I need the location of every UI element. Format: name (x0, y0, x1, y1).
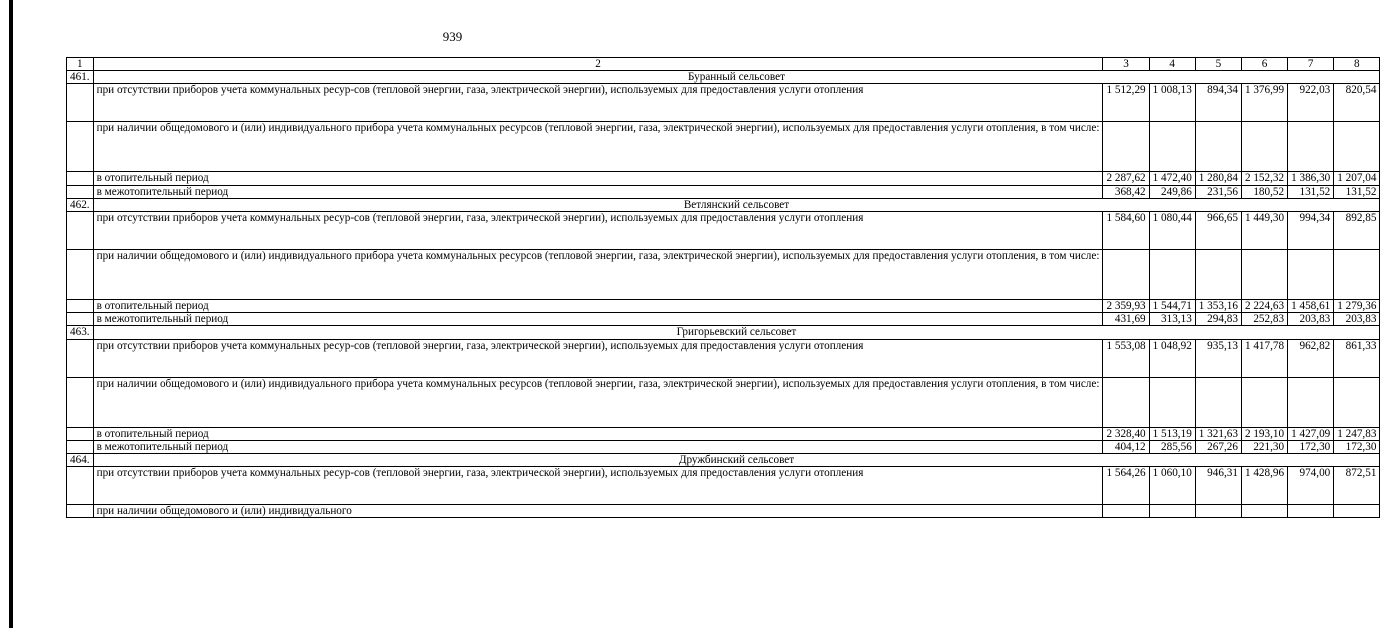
section-row (67, 71, 1380, 84)
value-cell: 935,13 (1195, 339, 1241, 377)
row-number-cell (67, 427, 94, 440)
section-number: 463. (67, 326, 94, 339)
value-cell: 1 544,71 (1149, 300, 1195, 313)
value-cell (1334, 250, 1380, 300)
column-header: 3 (1103, 58, 1149, 71)
value-cell: 221,30 (1241, 440, 1287, 453)
value-cell: 368,42 (1103, 185, 1149, 198)
value-cell (1195, 377, 1241, 427)
value-cell (1103, 250, 1149, 300)
value-cell (1195, 250, 1241, 300)
value-cell: 1 513,19 (1149, 427, 1195, 440)
value-cell: 431,69 (1103, 313, 1149, 326)
row-description: в отопительный период (93, 427, 1103, 440)
value-cell (1334, 122, 1380, 172)
value-cell: 1 427,09 (1288, 427, 1334, 440)
section-title: Буранный сельсовет (93, 71, 1380, 84)
value-cell (1288, 250, 1334, 300)
section-number: 464. (67, 454, 94, 467)
row-description: при наличии общедомового и (или) индивидуального (93, 505, 1103, 518)
value-cell: 1 472,40 (1149, 172, 1195, 185)
row-number-cell (67, 467, 94, 505)
column-header: 6 (1241, 58, 1287, 71)
value-cell (1103, 505, 1149, 518)
row-description: в межотопительный период (93, 313, 1103, 326)
value-cell (1288, 377, 1334, 427)
value-cell: 1 353,16 (1195, 300, 1241, 313)
value-cell (1149, 377, 1195, 427)
row-description: при наличии общедомового и (или) индивидуального прибора учета коммунальных ресурсов (тепловой энергии, газа, электрической энергии), используемых для предоставления услуги отопления, в том числе: (93, 250, 1103, 300)
row-number-cell (67, 440, 94, 453)
table-body (67, 58, 1380, 518)
column-header: 5 (1195, 58, 1241, 71)
section-title: Ветлянский сельсовет (93, 198, 1380, 211)
page-number: 939 (442, 29, 463, 44)
table-row (67, 377, 1380, 427)
value-cell: 2 359,93 (1103, 300, 1149, 313)
value-cell: 267,26 (1195, 440, 1241, 453)
value-cell: 946,31 (1195, 467, 1241, 505)
value-cell: 294,83 (1195, 313, 1241, 326)
column-header: 1 (67, 58, 94, 71)
value-cell: 872,51 (1334, 467, 1380, 505)
row-description: в межотопительный период (93, 440, 1103, 453)
row-number-cell (67, 185, 94, 198)
table-row (67, 172, 1380, 185)
value-cell (1334, 505, 1380, 518)
row-description: при наличии общедомового и (или) индивидуального прибора учета коммунальных ресурсов (тепловой энергии, газа, электрической энергии), используемых для предоставления услуги отопления, в том числе: (93, 377, 1103, 427)
value-cell (1241, 122, 1287, 172)
value-cell: 1 564,26 (1103, 467, 1149, 505)
table-row (67, 313, 1380, 326)
value-cell: 1 428,96 (1241, 467, 1287, 505)
value-cell (1241, 250, 1287, 300)
value-cell (1288, 505, 1334, 518)
row-number-cell (67, 172, 94, 185)
row-number-cell (67, 505, 94, 518)
value-cell: 180,52 (1241, 185, 1287, 198)
row-number-cell (67, 84, 94, 122)
value-cell: 285,56 (1149, 440, 1195, 453)
table-row (67, 185, 1380, 198)
column-header: 2 (93, 58, 1103, 71)
column-header: 7 (1288, 58, 1334, 71)
value-cell (1195, 505, 1241, 518)
value-cell: 966,65 (1195, 212, 1241, 250)
row-description: в межотопительный период (93, 185, 1103, 198)
row-number-cell (67, 212, 94, 250)
value-cell: 131,52 (1334, 185, 1380, 198)
row-description: в отопительный период (93, 300, 1103, 313)
value-cell: 2 152,32 (1241, 172, 1287, 185)
row-number-cell (67, 339, 94, 377)
value-cell: 922,03 (1288, 84, 1334, 122)
row-description: при отсутствии приборов учета коммунальных ресур-сов (тепловой энергии, газа, электрической энергии), используемых для предоставления услуги отопления (93, 84, 1103, 122)
row-number-cell (67, 300, 94, 313)
value-cell: 203,83 (1288, 313, 1334, 326)
value-cell (1149, 250, 1195, 300)
value-cell: 172,30 (1334, 440, 1380, 453)
table-row (67, 427, 1380, 440)
value-cell: 231,56 (1195, 185, 1241, 198)
table-row (67, 250, 1380, 300)
value-cell: 313,13 (1149, 313, 1195, 326)
row-number-cell (67, 122, 94, 172)
value-cell: 2 328,40 (1103, 427, 1149, 440)
section-number: 461. (67, 71, 94, 84)
value-cell (1195, 122, 1241, 172)
value-cell: 252,83 (1241, 313, 1287, 326)
header-row (67, 58, 1380, 71)
section-row (67, 198, 1380, 211)
value-cell: 1 279,36 (1334, 300, 1380, 313)
value-cell: 1 553,08 (1103, 339, 1149, 377)
value-cell: 131,52 (1288, 185, 1334, 198)
value-cell: 1 386,30 (1288, 172, 1334, 185)
value-cell: 1 449,30 (1241, 212, 1287, 250)
value-cell: 1 376,99 (1241, 84, 1287, 122)
value-cell: 894,34 (1195, 84, 1241, 122)
column-header: 4 (1149, 58, 1195, 71)
row-description: при отсутствии приборов учета коммунальных ресур-сов (тепловой энергии, газа, электрической энергии), используемых для предоставления услуги отопления (93, 212, 1103, 250)
row-number-cell (67, 250, 94, 300)
section-row (67, 326, 1380, 339)
value-cell: 1 417,78 (1241, 339, 1287, 377)
value-cell: 1 280,84 (1195, 172, 1241, 185)
value-cell: 203,83 (1334, 313, 1380, 326)
value-cell: 820,54 (1334, 84, 1380, 122)
section-title: Григорьевский сельсовет (93, 326, 1380, 339)
table-row (67, 84, 1380, 122)
value-cell: 1 207,04 (1334, 172, 1380, 185)
table-row (67, 212, 1380, 250)
table-row (67, 339, 1380, 377)
value-cell (1288, 122, 1334, 172)
value-cell: 1 458,61 (1288, 300, 1334, 313)
value-cell (1103, 377, 1149, 427)
value-cell (1149, 505, 1195, 518)
value-cell: 861,33 (1334, 339, 1380, 377)
value-cell: 994,34 (1288, 212, 1334, 250)
row-description: при отсутствии приборов учета коммунальных ресур-сов (тепловой энергии, газа, электрической энергии), используемых для предоставления услуги отопления (93, 339, 1103, 377)
row-description: в отопительный период (93, 172, 1103, 185)
value-cell: 1 321,63 (1195, 427, 1241, 440)
section-number: 462. (67, 198, 94, 211)
value-cell: 1 048,92 (1149, 339, 1195, 377)
value-cell: 1 584,60 (1103, 212, 1149, 250)
value-cell: 249,86 (1149, 185, 1195, 198)
page-edge-bar (9, 0, 13, 628)
value-cell: 1 060,10 (1149, 467, 1195, 505)
value-cell: 404,12 (1103, 440, 1149, 453)
value-cell (1334, 377, 1380, 427)
tariff-table (66, 57, 1380, 518)
value-cell: 892,85 (1334, 212, 1380, 250)
section-title: Дружбинский сельсовет (93, 454, 1380, 467)
value-cell: 2 287,62 (1103, 172, 1149, 185)
column-header: 8 (1334, 58, 1380, 71)
section-row (67, 454, 1380, 467)
row-number-cell (67, 377, 94, 427)
row-description: при отсутствии приборов учета коммунальных ресур-сов (тепловой энергии, газа, электрической энергии), используемых для предоставления услуги отопления (93, 467, 1103, 505)
value-cell: 974,00 (1288, 467, 1334, 505)
table-row (67, 505, 1380, 518)
table-row (67, 440, 1380, 453)
table-row (67, 467, 1380, 505)
row-description: при наличии общедомового и (или) индивидуального прибора учета коммунальных ресурсов (тепловой энергии, газа, электрической энергии), используемых для предоставления услуги отопления, в том числе: (93, 122, 1103, 172)
value-cell (1241, 377, 1287, 427)
value-cell (1103, 122, 1149, 172)
value-cell: 2 224,63 (1241, 300, 1287, 313)
row-number-cell (67, 313, 94, 326)
table-row (67, 300, 1380, 313)
value-cell: 962,82 (1288, 339, 1334, 377)
value-cell (1149, 122, 1195, 172)
value-cell (1241, 505, 1287, 518)
value-cell: 1 080,44 (1149, 212, 1195, 250)
value-cell: 172,30 (1288, 440, 1334, 453)
value-cell: 1 512,29 (1103, 84, 1149, 122)
value-cell: 2 193,10 (1241, 427, 1287, 440)
value-cell: 1 247,83 (1334, 427, 1380, 440)
value-cell: 1 008,13 (1149, 84, 1195, 122)
table-row (67, 122, 1380, 172)
